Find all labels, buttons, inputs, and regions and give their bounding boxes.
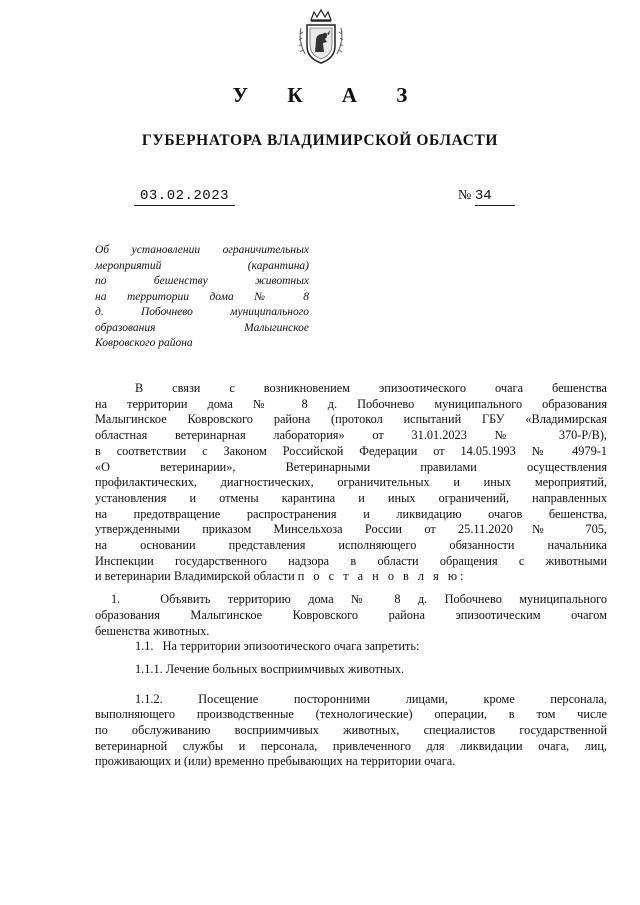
subject-line: мероприятий (карантина)	[95, 259, 309, 272]
body-line: Малыгинское Ковровского района (протокол испытаний ГБУ «Владимирская	[95, 412, 607, 427]
subject-line: по бешенству животных	[95, 275, 309, 287]
decree-body	[95, 381, 607, 770]
body-line: «О ветеринарии», Ветеринарными правилами осуществления	[95, 459, 607, 474]
decree-date: 03.02.2023	[134, 188, 235, 206]
body-line: на территории дома № 8 д. Побочнево муниципального образования	[95, 396, 607, 411]
item-number: 1.	[111, 592, 121, 607]
body-line: утвержденными приказом Минсельхоза России от 25.11.2020№ 705,	[95, 522, 607, 537]
subject-line: Ковровского района	[95, 337, 193, 349]
decree-subject	[95, 243, 309, 352]
subject-line: д. Побочнево муниципального	[95, 306, 309, 318]
body-line: 1.1.2. Посещение посторонними лицами, кроме персонала,	[135, 691, 607, 706]
body-line: Инспекции государственного надзора в области обращения с животными	[95, 553, 607, 568]
document-issuer: ГУБЕРНАТОРА ВЛАДИМИРСКОЙ ОБЛАСТИ	[141, 132, 499, 149]
item-1-1	[95, 639, 607, 655]
subject-line: на территории дома № 8	[95, 290, 309, 303]
body-line: профилактических, диагностических, ограничительных и иных мероприятий,	[95, 475, 607, 490]
body-line: 1.1.1. Лечение больных восприимчивых животных.	[135, 661, 405, 676]
body-line: и ветеринарии Владимирской области п о с т а н о в л я ю:	[95, 569, 467, 584]
body-line: образования Малыгинское Ковровского района эпизоотическим очагом	[95, 607, 607, 622]
body-line: установления и отмены карантина и иных ограничений, направленных	[95, 490, 607, 505]
body-line: на основании представления исполняющего обязанности начальника	[95, 538, 607, 553]
preamble-paragraph	[95, 381, 607, 585]
body-line: выполняющего производственные (технологические) операции, в том числе	[95, 707, 607, 722]
body-line: областная ветеринарная лаборатория» от 31.01.2023 № 370-Р/В),	[95, 428, 607, 443]
document-title: У К А З	[232, 83, 425, 107]
body-line: по обслуживанию восприимчивых животных, специалистов государственной	[95, 723, 607, 738]
subject-line: образования Малыгинское	[95, 321, 309, 334]
decree-verb: п о с т а н о в л я ю:	[297, 569, 467, 584]
body-line: на предотвращение распространения и ликвидацию очагов бешенства,	[95, 506, 607, 521]
item-1	[95, 592, 607, 639]
item-1-1-2	[95, 692, 607, 771]
body-line: бешенства животных.	[95, 623, 210, 638]
coat-of-arms-icon	[297, 8, 345, 66]
subject-line: Об установлении ограничительных	[95, 244, 309, 256]
body-line: 1. Объявить территорию дома № 8 д. Побочнево муниципального	[111, 592, 607, 607]
number-sign: №	[458, 188, 472, 203]
decree-number	[458, 188, 515, 206]
body-line: В связи с возникновением эпизоотического очага бешенства	[135, 381, 607, 395]
item-1-1-1	[95, 662, 607, 678]
body-line: проживающих и (или) временно пребывающих на территории очага.	[95, 754, 456, 769]
body-line: ветеринарной службы и персонала, привлеченного для ликвидации очага, лиц,	[95, 738, 607, 753]
body-line: 1.1. На территории эпизоотического очага запретить:	[135, 639, 420, 654]
number-value: 34	[475, 188, 515, 206]
body-line: в соответствии с Законом Российской Федерации от 14.05.1993 № 4979-1	[95, 443, 607, 458]
